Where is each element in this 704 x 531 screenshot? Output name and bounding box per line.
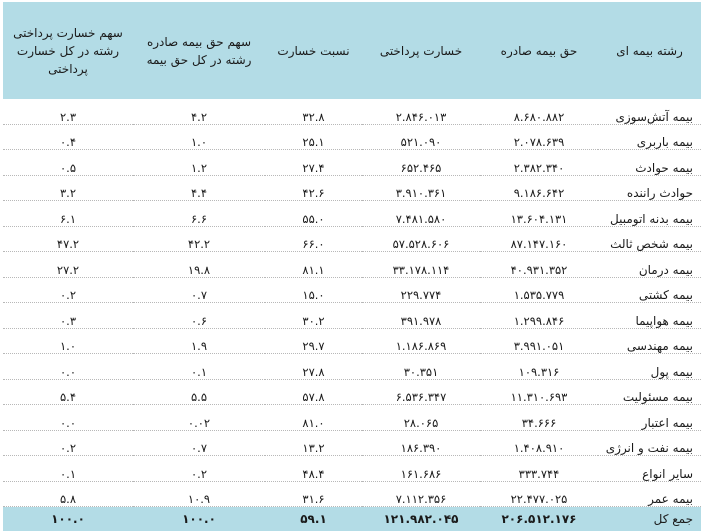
loss-ratio-cell: ۶۶.۰ (265, 226, 362, 252)
loss-ratio-cell: ۵۵.۰ (265, 201, 362, 227)
insurance-lines-table (3, 2, 701, 531)
table-row (3, 201, 701, 227)
premium-share-cell: ۴.۲ (133, 99, 265, 124)
premium-written-cell: ۲.۰۷۸.۶۳۹ (480, 124, 598, 150)
total-premium-share: ۱۰۰.۰ (133, 507, 265, 531)
premium-share-cell: ۰.۰۲ (133, 405, 265, 431)
premium-written-cell: ۳۴.۶۶۶ (480, 405, 598, 431)
insurance-line-name: بیمه مسئولیت (598, 379, 701, 405)
premium-written-cell: ۲۲.۴۷۷.۰۲۵ (480, 481, 598, 507)
loss-ratio-cell: ۲۷.۸ (265, 354, 362, 380)
premium-written-cell: ۱.۴۰۸.۹۱۰ (480, 430, 598, 456)
premium-written-cell: ۸.۶۸۰.۸۸۲ (480, 99, 598, 124)
table-row (3, 481, 701, 507)
claims-paid-cell: ۷.۱۱۲.۳۵۶ (362, 481, 480, 507)
table-row (3, 303, 701, 329)
premium-written-cell: ۱۱.۳۱۰.۶۹۳ (480, 379, 598, 405)
loss-ratio-cell: ۵۷.۸ (265, 379, 362, 405)
table-row (3, 252, 701, 278)
claims-share-cell: ۰.۱ (3, 456, 133, 482)
loss-ratio-cell: ۱۵.۰ (265, 277, 362, 303)
premium-share-cell: ۴.۴ (133, 175, 265, 201)
claims-paid-cell: ۳۳.۱۷۸.۱۱۴ (362, 252, 480, 278)
claims-share-cell: ۰.۲ (3, 277, 133, 303)
loss-ratio-cell: ۸۱.۱ (265, 252, 362, 278)
claims-paid-cell: ۵۷.۵۲۸.۶۰۶ (362, 226, 480, 252)
loss-ratio-cell: ۲۵.۱ (265, 124, 362, 150)
insurance-line-name: بیمه هواپیما (598, 303, 701, 329)
insurance-line-name: سایر انواع (598, 456, 701, 482)
claims-paid-cell: ۶.۵۳۶.۳۴۷ (362, 379, 480, 405)
premium-written-cell: ۱.۵۳۵.۷۷۹ (480, 277, 598, 303)
claims-paid-cell: ۲.۸۴۶.۰۱۳ (362, 99, 480, 124)
insurance-line-name: بیمه عمر (598, 481, 701, 507)
insurance-line-name: حوادث راننده (598, 175, 701, 201)
insurance-line-name: بیمه درمان (598, 252, 701, 278)
claims-paid-cell: ۳۰.۳۵۱ (362, 354, 480, 380)
header-loss-ratio: نسبت خسارت (265, 2, 362, 99)
loss-ratio-cell: ۴۸.۴ (265, 456, 362, 482)
claims-share-cell: ۰.۰ (3, 354, 133, 380)
premium-written-cell: ۴۰.۹۳۱.۳۵۲ (480, 252, 598, 278)
loss-ratio-cell: ۱۳.۲ (265, 430, 362, 456)
claims-share-cell: ۰.۲ (3, 430, 133, 456)
premium-written-cell: ۲.۳۸۲.۳۴۰ (480, 150, 598, 176)
table-row (3, 405, 701, 431)
claims-share-cell: ۳.۲ (3, 175, 133, 201)
premium-share-cell: ۰.۷ (133, 430, 265, 456)
loss-ratio-cell: ۲۷.۴ (265, 150, 362, 176)
claims-share-cell: ۰.۳ (3, 303, 133, 329)
insurance-line-name: بیمه آتش‌سوزی (598, 99, 701, 124)
claims-paid-cell: ۲۸.۰۶۵ (362, 405, 480, 431)
premium-written-cell: ۱۰۹.۳۱۶ (480, 354, 598, 380)
table-row (3, 456, 701, 482)
claims-paid-cell: ۲۲۹.۷۷۴ (362, 277, 480, 303)
table-row (3, 328, 701, 354)
loss-ratio-cell: ۴۲.۶ (265, 175, 362, 201)
insurance-line-name: بیمه نفت و انرژی (598, 430, 701, 456)
premium-share-cell: ۶.۶ (133, 201, 265, 227)
header-premium-share: سهم حق بیمه صادره رشته در کل حق بیمه (133, 2, 265, 99)
table-row (3, 124, 701, 150)
header-claims-share: سهم خسارت پرداختی رشته در کل خسارت پرداختی (3, 2, 133, 99)
claims-share-cell: ۵.۴ (3, 379, 133, 405)
claims-share-cell: ۰.۰ (3, 405, 133, 431)
premium-written-cell: ۱۳.۶۰۴.۱۳۱ (480, 201, 598, 227)
table-row (3, 430, 701, 456)
loss-ratio-cell: ۳۱.۶ (265, 481, 362, 507)
table-row (3, 99, 701, 124)
table-row (3, 150, 701, 176)
total-claims-share: ۱۰۰.۰ (3, 507, 133, 531)
premium-share-cell: ۰.۶ (133, 303, 265, 329)
claims-share-cell: ۰.۵ (3, 150, 133, 176)
premium-written-cell: ۳.۹۹۱.۰۵۱ (480, 328, 598, 354)
claims-paid-cell: ۱۶۱.۶۸۶ (362, 456, 480, 482)
loss-ratio-cell: ۲۹.۷ (265, 328, 362, 354)
premium-written-cell: ۳۳۳.۷۴۴ (480, 456, 598, 482)
table-row (3, 354, 701, 380)
insurance-line-name: بیمه اعتبار (598, 405, 701, 431)
loss-ratio-cell: ۳۲.۸ (265, 99, 362, 124)
table-row (3, 226, 701, 252)
premium-written-cell: ۸۷.۱۴۷.۱۶۰ (480, 226, 598, 252)
claims-share-cell: ۶.۱ (3, 201, 133, 227)
total-claims-paid: ۱۲۱.۹۸۲.۰۴۵ (362, 507, 480, 531)
premium-share-cell: ۱.۰ (133, 124, 265, 150)
insurance-line-name: بیمه پول (598, 354, 701, 380)
claims-paid-cell: ۳.۹۱۰.۳۶۱ (362, 175, 480, 201)
insurance-line-name: بیمه باربری (598, 124, 701, 150)
claims-share-cell: ۰.۴ (3, 124, 133, 150)
table-body (3, 99, 701, 507)
claims-paid-cell: ۱۸۶.۳۹۰ (362, 430, 480, 456)
loss-ratio-cell: ۳۰.۲ (265, 303, 362, 329)
premium-share-cell: ۴۲.۲ (133, 226, 265, 252)
claims-share-cell: ۴۷.۲ (3, 226, 133, 252)
premium-share-cell: ۱.۹ (133, 328, 265, 354)
claims-paid-cell: ۵۲۱.۰۹۰ (362, 124, 480, 150)
claims-share-cell: ۲.۳ (3, 99, 133, 124)
premium-share-cell: ۰.۱ (133, 354, 265, 380)
table-row (3, 277, 701, 303)
total-label: جمع کل (598, 507, 701, 531)
claims-paid-cell: ۶۵۲.۴۶۵ (362, 150, 480, 176)
premium-share-cell: ۰.۲ (133, 456, 265, 482)
table-row (3, 379, 701, 405)
insurance-line-name: بیمه مهندسی (598, 328, 701, 354)
claims-paid-cell: ۷.۴۸۱.۵۸۰ (362, 201, 480, 227)
header-insurance-line: رشته بیمه ای (598, 2, 701, 99)
premium-share-cell: ۰.۷ (133, 277, 265, 303)
loss-ratio-cell: ۸۱.۰ (265, 405, 362, 431)
claims-paid-cell: ۳۹۱.۹۷۸ (362, 303, 480, 329)
insurance-line-name: بیمه شخص ثالث (598, 226, 701, 252)
premium-share-cell: ۱۹.۸ (133, 252, 265, 278)
header-premium-written: حق بیمه صادره (480, 2, 598, 99)
premium-share-cell: ۱.۲ (133, 150, 265, 176)
premium-share-cell: ۱۰.۹ (133, 481, 265, 507)
claims-paid-cell: ۱.۱۸۶.۸۶۹ (362, 328, 480, 354)
header-claims-paid: خسارت پرداختی (362, 2, 480, 99)
premium-written-cell: ۹.۱۸۶.۶۴۲ (480, 175, 598, 201)
claims-share-cell: ۵.۸ (3, 481, 133, 507)
table-row (3, 175, 701, 201)
header-row (3, 2, 701, 99)
insurance-line-name: بیمه بدنه اتومبیل (598, 201, 701, 227)
insurance-line-name: بیمه کشتی (598, 277, 701, 303)
total-loss-ratio: ۵۹.۱ (265, 507, 362, 531)
total-row (3, 507, 701, 531)
premium-share-cell: ۵.۵ (133, 379, 265, 405)
premium-written-cell: ۱.۲۹۹.۸۴۶ (480, 303, 598, 329)
claims-share-cell: ۱.۰ (3, 328, 133, 354)
total-premium-written: ۲۰۶.۵۱۲.۱۷۶ (480, 507, 598, 531)
insurance-line-name: بیمه حوادث (598, 150, 701, 176)
claims-share-cell: ۲۷.۲ (3, 252, 133, 278)
